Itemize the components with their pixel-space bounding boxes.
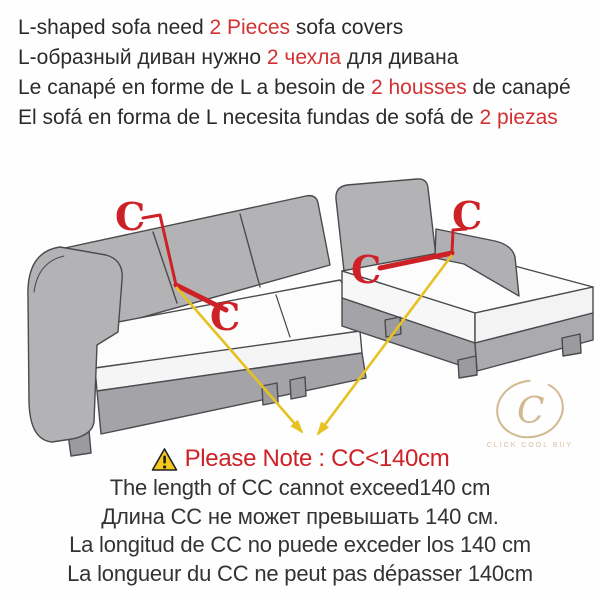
- note-line-french: La longueur du CC ne peut pas dépasser 140cm: [67, 560, 533, 586]
- header-line-pre: L-shaped sofa need: [18, 16, 210, 39]
- note-block: [0, 444, 600, 588]
- watermark-text: CLICK COOL BUY: [486, 442, 574, 449]
- cc-label: C: [351, 247, 382, 292]
- note-line-english: The length of CC cannot exceed140 cm: [109, 475, 491, 500]
- note-title-text: Please Note : CC<140cm: [184, 445, 450, 472]
- header-line-highlight: 2 housses: [370, 76, 467, 99]
- header-line-pre: L-образный диван нужно: [18, 46, 267, 69]
- cc-label: C: [452, 193, 483, 238]
- header-line-post: de canapé: [466, 76, 571, 99]
- cc-label: C: [210, 294, 241, 339]
- header-line-post: sofa covers: [290, 16, 404, 39]
- header-line-pre: Le canapé en forme de L a besoin de: [18, 76, 371, 99]
- note-title-row: [0, 444, 600, 474]
- warning-triangle-icon: [151, 447, 178, 472]
- header-line-pre: El sofá en forma de L necesita fundas de sofá de: [18, 106, 480, 129]
- watermark-logo: [487, 375, 573, 449]
- header-line-highlight: 2 piezas: [479, 106, 558, 129]
- header-line-post: для дивана: [341, 46, 459, 69]
- header-line-highlight: 2 чехла: [266, 46, 342, 69]
- note-line-russian: Длина CC не может превышать 140 см.: [101, 503, 499, 529]
- cc-label: C: [115, 194, 146, 239]
- left-sofa-drawing: [28, 196, 366, 456]
- watermark-monogram: C: [517, 391, 545, 432]
- note-line-spanish: La longitud de CC no puede exceder los 140 cm: [69, 532, 531, 557]
- header-line-highlight: 2 Pieces: [209, 16, 291, 39]
